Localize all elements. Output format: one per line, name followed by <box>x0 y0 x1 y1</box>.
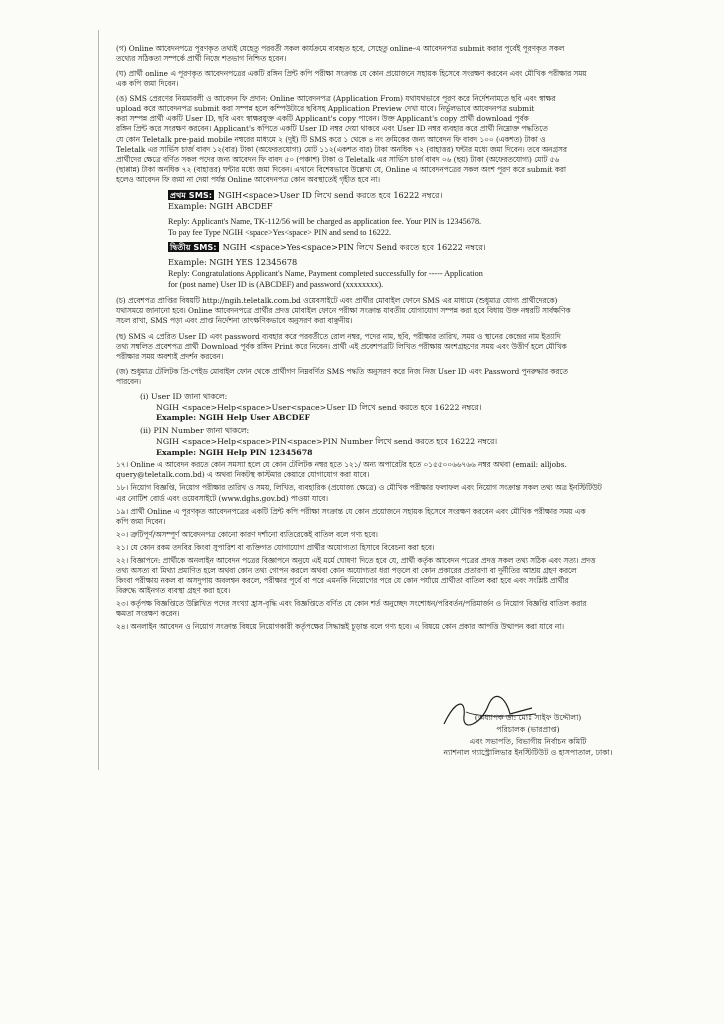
paragraph-line: রঙ্গিন প্রিন্ট করে সংরক্ষণ করবেন। Applicant's কপিতে একটি User ID নম্বর দেয়া থাকবে এবং User ID নম্বর ব্যবহার করে প্রার্থী নিম্নোক্ত পদ্ধতিতে <box>116 124 548 134</box>
numbered-clause-line: বিরুদ্ধে আইনগত ব্যবস্থা গ্রহণ করা হবে। <box>116 586 231 595</box>
paragraph-line: পরীক্ষার সময় অবশ্যই প্রদর্শন করবেন। <box>116 351 224 361</box>
pin-recovery-command: NGIH <space>Help<space>PIN<space>PIN Number লিখে send করতে হবে 16222 নম্বরে। <box>156 436 498 446</box>
paragraph-line: তথ্যের সঠিকতা সম্পর্কে প্রার্থী নিজে শতভাগ নিশ্চিত হবেন। <box>116 54 287 64</box>
pin-recovery-example: Example: NGIH Help PIN 12345678 <box>156 447 313 457</box>
paragraph-line: (চ) প্রবেশপত্র প্রাপ্তির বিষয়টি http://ngih.teletalk.com.bd ওয়েবসাইটে এবং প্রার্থীর মোবাইল ফোনে SMS এর মাধ্যমে (শুধুমাত্র যোগ্য প্রার্থীদেরকে) <box>116 296 558 306</box>
paragraph-line: (জ) শুধুমাত্র টেলিটক প্রি-পেইড মোবাইল ফোন থেকে প্রার্থীগণ নিম্নবর্ণিত SMS পদ্ধতি অনুসরণ করে নিজ নিজ User ID এবং Password পুনরুদ্ধার করতে <box>116 366 568 376</box>
paragraph-line: যে কোন Teletalk pre-paid mobile নম্বরের মাধ্যমে ২ (দুই) টি SMS করে ১ থেকে ৪ নং ক্রমিকের জন্য আবেদন ফি বাবদ ১০০ (একশত) টাকা ও <box>116 134 546 144</box>
paragraph <box>116 69 656 89</box>
paragraph-line: সচল রাখা, SMS পড়া এবং প্রাপ্ত নির্দেশনা তাৎক্ষণিকভাবে অনুসরণ করা বাঞ্ছনীয়। <box>116 316 353 326</box>
paragraph-line: (ঙ) SMS প্রেরণের নিয়মাবলী ও আবেদন ফি প্রদান: Online আবেদনপত্র (Application From) যথাযথভাবে পূরণ করে নির্দেশনামতে ছবি এবং স্বাক্ষর <box>116 94 556 104</box>
paragraph-line: (ছাপ্পান্ন) টাকা অনধিক ৭২ (বাহাত্তর) ঘন্টার মধ্যে জমা দিবেন। এখানে বিশেষভাবে উল্লেখ্য যে, Online এ আবেদনপত্রের সকল অংশ পূরণ করে submit করা <box>116 164 567 174</box>
paragraph <box>116 332 656 362</box>
numbered-clause-line: কপি জমা দিবেন। <box>116 516 166 526</box>
user-id-recovery-title: (i) User ID জানা থাকলে: <box>140 391 228 401</box>
first-sms-reply-line-1: Reply: Applicant's Name, TK-112/56 will be charged as application fee. Your PIN is 12345678. <box>168 216 482 226</box>
numbered-clause-line: ২০। ত্রুটিপূর্ণ/অসম্পূর্ণ আবেদনপত্র কোনো কারণ দর্শানো ব্যতিরেকেই বাতিল বলে গণ্য হবে। <box>116 529 378 539</box>
numbered-clause <box>116 556 656 596</box>
numbered-clause <box>116 622 656 632</box>
pin-recovery-title: (ii) PIN Number জানা থাকলে: <box>140 426 250 436</box>
instruction-paragraphs <box>116 44 656 185</box>
numbered-clause-line: ২১। যে কোন রকম তদবির কিংবা সুপারিশ বা ব্যক্তিগত যোগাযোগ প্রার্থীর অযোগ্যতা হিসাবে বিবেচনা করা হবে। <box>116 542 435 552</box>
paragraph-line: upload করে আবেদনপত্র submit করা সম্পন্ন হলে কম্পিউটারে ছবিসহ Application Preview দেখা যাবে। নির্ভুলভাবে আবেদনপত্র submit <box>116 104 535 114</box>
paragraph-line: (ছ) SMS এ প্রেরিত User ID এবং password ব্যবহার করে পরবর্তীতে রোল নম্বর, পদের নাম, ছবি, পরীক্ষার তারিখ, সময় ও স্থানের কেন্দ্রের নাম ইত্যাদি <box>116 331 561 341</box>
paragraph <box>116 296 656 326</box>
signatory-title: পরিচালক (ভারপ্রাপ্ত) <box>496 724 560 734</box>
second-sms-example: Example: NGIH YES 12345678 <box>168 257 298 268</box>
second-sms-reply-line-2: for (post name) User ID is (ABCDEF) and password (xxxxxxxx). <box>168 280 384 290</box>
numbered-clause <box>116 599 656 619</box>
admit-card-paragraphs <box>116 296 656 387</box>
signatory-committee: এবং সভাপতি, বিভাগীয় নির্বাচন কমিটি <box>469 736 587 746</box>
signatory-institute: ন্যাশনাল গ্যাস্ট্রোলিভার ইনস্টিটিউট ও হাসপাতাল, ঢাকা। <box>443 748 613 758</box>
second-sms-reply-line-1: Reply: Congratulations Applicant's Name, Payment completed successfully for ----- Application <box>168 269 483 279</box>
scan-margin-line <box>98 30 99 770</box>
numbered-clause-line: কিংবা পরীক্ষায় নকল বা অসদুপায় অবলম্বন করলে, পরীক্ষার পূর্বে বা পরে এমনকি নিয়োগের পরে যে কোন পর্যায়ে প্রার্থীতা বাতিল করা হবে এবং সংশ্লিষ্ট প্রার্থীর <box>116 575 569 585</box>
paragraph-line: পারবেন। <box>116 376 142 386</box>
second-sms-command: NGIH <space>Yes<space>PIN লিখে Send করতে হবে 16222 নম্বরে। <box>222 242 486 253</box>
numbered-clause-line: ক্ষমতা সংরক্ষণ করেন। <box>116 609 180 619</box>
numbered-clause-line: ২৪। অনলাইন আবেদন ও নিয়োগ সংক্রান্ত বিষয়ে নিয়োগকারী কর্তৃপক্ষের সিদ্ধান্তই চূড়ান্ত বলে গণ্য হবে। এ বিষয়ে কোন প্রকার আপত্তি উত্থাপন করা যাবে না। <box>116 622 564 632</box>
first-sms-command: NGIH<space>User ID লিখে send করতে হবে 16222 নম্বরে। <box>218 189 443 200</box>
first-sms-example: Example: NGIH ABCDEF <box>168 200 273 211</box>
numbered-clause <box>116 507 656 527</box>
user-id-recovery-command: NGIH <space>Help<space>User<space>User ID লিখে send করতে হবে 16222 নম্বরে। <box>156 402 482 412</box>
first-sms-tag: প্রথম SMS: <box>170 189 213 200</box>
numbered-clause-line: query@teletalk.com.bd) এ অথবা নিকটস্থ কাস্টমার কেয়ারে যোগাযোগ করা যাবে। <box>116 470 370 480</box>
numbered-clause-line: এর নোটিশ বোর্ড এবং ওয়েবসাইটে (www.dghs.gov.bd) পাওয়া যাবে। <box>116 493 328 503</box>
first-sms-reply-line-2: To pay fee Type NGIH <space>Yes<space> PIN and send to 16222. <box>168 228 392 237</box>
paragraph <box>116 44 656 64</box>
numbered-clause-line: ১৭। Online এ আবেদন করতে কোন সমস্যা হলে যে কোন টেলিটক নম্বর হতে ১২১/ অন্য অপারেটর হতে ০১৫৫০০৬৬৭৬৬ নম্বর অথবা (email: alljobs. <box>116 460 567 470</box>
numbered-clause-line: ১৯। প্রার্থী Online এ পূরণকৃত আবেদনপত্রের একটি প্রিন্ট কপি পরীক্ষা সংক্রান্ত যে কোন প্রয়োজনে সহায়ক হিসেবে সংরক্ষণ করবেন এবং মৌখিক পরীক্ষার সময় এক <box>116 506 586 516</box>
paragraph-line: হলেও আবেদন ফি জমা না দেয়া পর্যন্ত Online আবেদনপত্র কোন অবস্থাতেই গৃহীত হবে না। <box>116 174 380 184</box>
numbered-clause-line: ২২। বিজ্ঞাপনে: প্রার্থীকে অনলাইন আবেদন পত্রের বিজ্ঞাপনে অনুযে এই মর্মে ঘোষণা দিতে হবে যে, প্রার্থী কর্তৃক আবেদন পত্রের প্রদত্ত সকল তথ্য সঠিক এবং সত্য। প্রদত্ত <box>116 555 596 565</box>
paragraph-line: করা সম্পন্ন প্রার্থী একটি User ID, ছবি এবং স্বাক্ষরযুক্ত একটি Applicant's copy পাবেন। উক্ত Applicant's copy প্রার্থী download পূর্বক <box>116 114 529 124</box>
numbered-clause <box>116 483 656 503</box>
numbered-clauses <box>116 460 656 632</box>
user-id-recovery <box>140 392 656 424</box>
paragraph-line: Teletalk এর সার্ভিস চার্জ বাবদ ১২(বার) টাকা (অফেরতযোগ্য) মোট ১১২(একশত বার) টাকা অনধিক ৭২ (বাহাত্তর) ঘন্টার মধ্যে জমা দিবেন। তবে অনগ্রসর <box>116 144 567 154</box>
sms-instructions <box>168 190 656 291</box>
paragraph-line: (ঘ) প্রার্থী online এ পূরণকৃত আবেদনপত্রের একটি রঙ্গিন প্রিন্ট কপি পরীক্ষা সংক্রান্ত যে কোন প্রয়োজনে সহায়ক হিসেবে সংরক্ষণ করবেন এবং মৌখিক পরীক্ষার সময় <box>116 69 587 79</box>
paragraph-line: এক কপি জমা দিবেন। <box>116 79 179 89</box>
pin-recovery <box>140 426 656 458</box>
user-id-recovery-example: Example: NGIH Help User ABCDEF <box>156 413 311 423</box>
paragraph-line: যথাসময়ে জানানো হবে। Online আবেদনপত্রে প্রার্থীর প্রদত্ত মোবাইল ফোনে পরীক্ষা সংক্রান্ত যাবতীয় যোগাযোগ সম্পন্ন করা হবে বিধায় উক্ত নম্বরটি সার্বক্ষণিক <box>116 306 571 316</box>
signatory-name: (অধ্যাপক ডা: মোঃ সাইফ উদ্দৌলা) <box>474 713 582 722</box>
numbered-clause-line: তথ্য অসত্য বা মিথ্যা প্রমাণিত হলে অথবা কোন তথ্য গোপন করলে অথবা কোন অযোগ্যতা ধরা পড়লে বা কোন প্রকারের প্রতারণা বা দুর্নীতির আশ্রয় গ্রহণ করলে <box>116 565 577 575</box>
numbered-clause-line: ২৩। কর্তৃপক্ষ বিজ্ঞপ্তিতে উল্লিখিত পদের সংখ্যা হ্রাস-বৃদ্ধি এবং বিজ্ঞপ্তিতে বর্ণিত যে কোন শর্ত অনুচ্ছেদ সংশোধন/পরিবর্তন/পরিমার্জন ও নিয়োগ বিজ্ঞপ্তি বাতিল করার <box>116 599 587 609</box>
numbered-clause <box>116 460 656 480</box>
paragraph <box>116 94 656 185</box>
numbered-clause <box>116 530 656 540</box>
paragraph-line: (গ) Online আবেদনপত্রে পূরণকৃত তথ্যই যেহেতু পরবর্তী সকল কার্যক্রমে ব্যবহৃত হবে, সেহেতু online-এ আবেদনপত্র submit করার পূর্বেই পূরণকৃত সকল <box>116 44 565 53</box>
signature-block <box>408 712 648 759</box>
numbered-clause <box>116 543 656 553</box>
paragraph-line: তথ্য সম্বলিত প্রবেশপত্র প্রার্থী Download পূর্বক রঙ্গিন Print করে নিবেন। প্রার্থী এই প্রবেশপত্রটি লিখিত পরীক্ষায় অংশগ্রহণের সময় এবং উত্তীর্ণ হলে মৌখিক <box>116 341 567 351</box>
paragraph <box>116 367 656 387</box>
numbered-clause-line: ১৮। নিয়োগ বিজ্ঞপ্তি, নিয়োগ পরীক্ষার তারিখ ও সময়, লিখিত, ব্যবহারিক (প্রযোজ্য ক্ষেত্রে) ও মৌখিক পরীক্ষার ফলাফল এবং নিয়োগ সংক্রান্ত সকল তথ্য অত্র ইনস্টিটিউট <box>116 483 602 493</box>
paragraph-line: প্রার্থীদের ক্ষেত্রে বর্ণিত সকল পদের জন্য আবেদন ফি বাবদ ৫০ (পঞ্চাশ) টাকা ও Teletalk এর সার্ভিস চার্জ বাবদ ০৬ (ছয়) টাকা (অফেরতযোগ্য) মোট ৫৬ <box>116 154 560 164</box>
second-sms-tag: দ্বিতীয় SMS: <box>170 242 217 253</box>
